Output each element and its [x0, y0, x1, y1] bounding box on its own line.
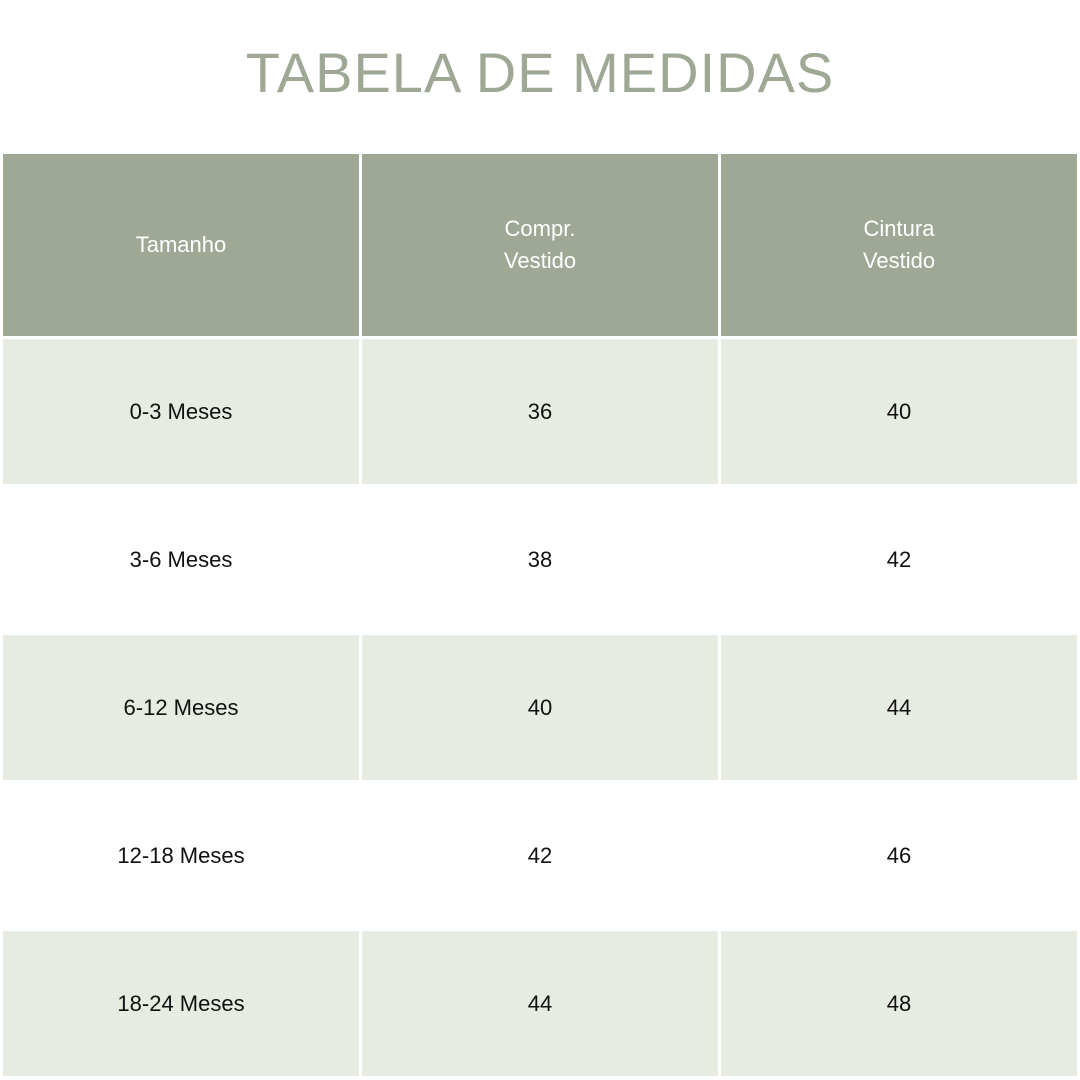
table-cell-waist: 48 — [721, 931, 1077, 1076]
table-cell-length: 38 — [362, 487, 718, 632]
table-cell-length: 40 — [362, 635, 718, 780]
table-cell-waist: 46 — [721, 783, 1077, 928]
table-cell-waist: 42 — [721, 487, 1077, 632]
table-cell-size: 6-12 Meses — [3, 635, 359, 780]
header-cell-length: Compr. Vestido — [362, 154, 718, 336]
table-cell-size: 3-6 Meses — [3, 487, 359, 632]
table-cell-size: 12-18 Meses — [3, 783, 359, 928]
table-cell-waist: 44 — [721, 635, 1077, 780]
header-cell-size: Tamanho — [3, 154, 359, 336]
table-cell-length: 36 — [362, 339, 718, 484]
page-title: TABELA DE MEDIDAS — [245, 41, 835, 104]
header-cell-waist: Cintura Vestido — [721, 154, 1077, 336]
size-table — [3, 154, 1077, 1076]
table-cell-length: 42 — [362, 783, 718, 928]
table-cell-size: 18-24 Meses — [3, 931, 359, 1076]
table-cell-waist: 40 — [721, 339, 1077, 484]
table-cell-size: 0-3 Meses — [3, 339, 359, 484]
table-cell-length: 44 — [362, 931, 718, 1076]
